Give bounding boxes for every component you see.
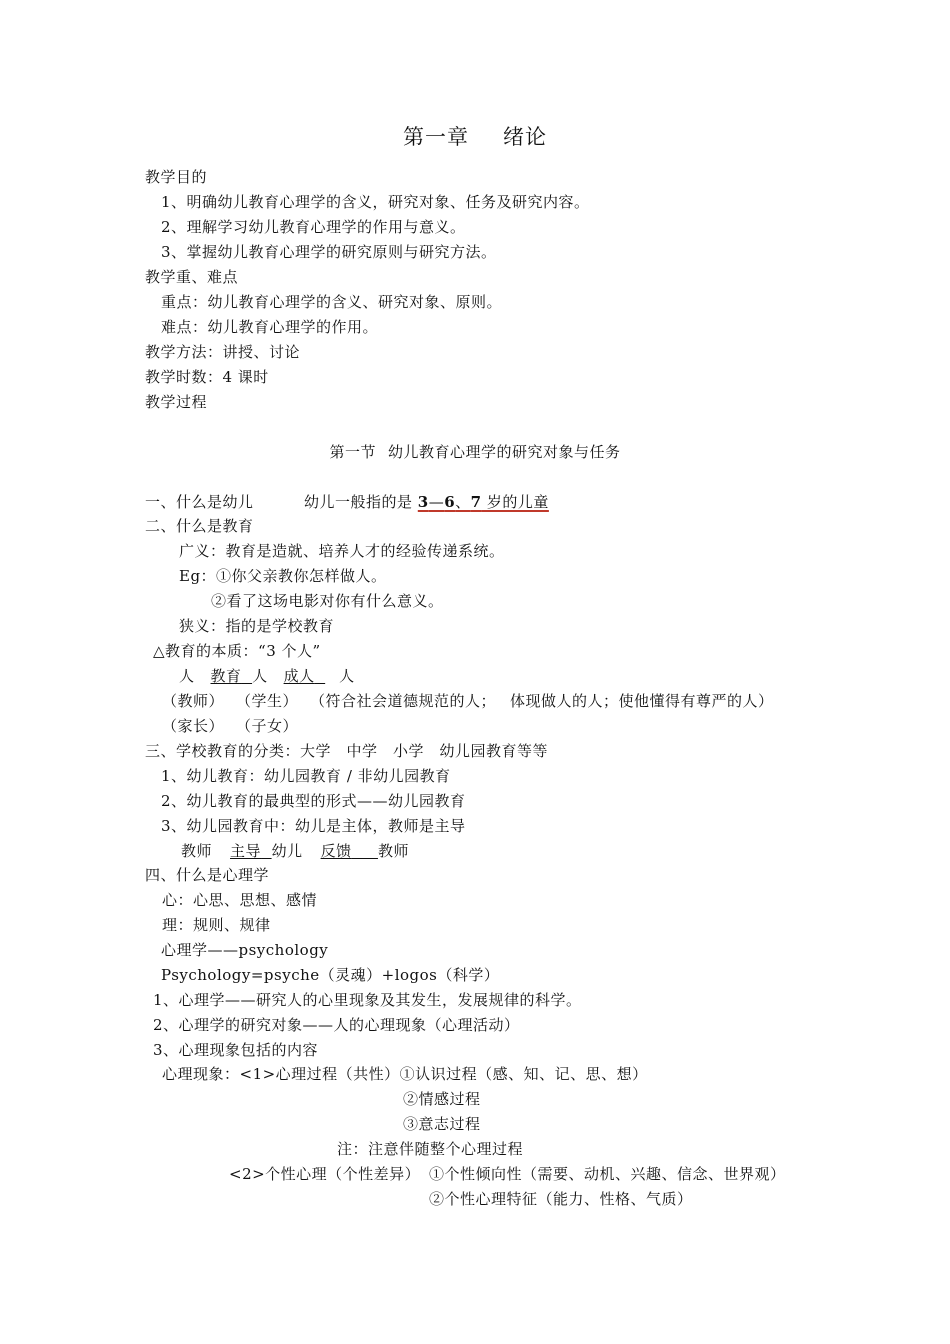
chapter-title	[0, 124, 950, 150]
objective-item: 1、明确幼儿教育心理学的含义，研究对象、任务及研究内容。	[161, 193, 590, 211]
flow-action: 成人	[283, 667, 315, 685]
part4-item: 2、心理学的研究对象——人的心理现象（心理活动）	[153, 1016, 520, 1034]
education-essence: △教育的本质：“3 个人”	[153, 642, 321, 660]
age-c: 7	[470, 493, 482, 511]
flow-person: 人	[339, 667, 355, 685]
xin-definition: 心：心思、思想、感情	[162, 891, 318, 909]
age-b: 6	[444, 493, 456, 511]
flow-person: 幼儿	[271, 842, 303, 860]
objective-item: 2、理解学习幼儿教育心理学的作用与意义。	[161, 218, 466, 236]
part3-item: 3、幼儿园教育中：幼儿是主体，教师是主导	[161, 817, 466, 835]
broad-definition: 广义：教育是造就、培养人才的经验传递系统。	[179, 542, 505, 560]
section-title	[0, 442, 950, 462]
role: （子女）	[236, 717, 299, 735]
emotion-process: ②情感过程	[403, 1090, 481, 1108]
part3-item: 1、幼儿教育：幼儿园教育 / 非幼儿园教育	[161, 767, 451, 785]
part3-heading: 三、学校教育的分类：大学 中学 小学 幼儿园教育等等	[145, 742, 549, 760]
role: 体现做人的人；使他懂得有尊严的人）	[510, 692, 774, 710]
part3-item: 2、幼儿教育的最典型的形式——幼儿园教育	[161, 792, 466, 810]
narrow-definition: 狭义：指的是学校教育	[179, 617, 335, 635]
part1-desc-suffix: 岁的儿童	[481, 493, 549, 511]
role: （教师）	[162, 692, 225, 710]
flow-person: 人	[179, 667, 195, 685]
phenomena-line: 心理现象：<1>心理过程（共性）①认识过程（感、知、记、思、想）	[162, 1065, 648, 1083]
part1-heading: 一、什么是幼儿	[145, 493, 254, 511]
li-definition: 理：规则、规律	[162, 916, 271, 934]
age-range	[418, 493, 549, 511]
personality-traits: ②个性心理特征（能力、性格、气质）	[429, 1190, 693, 1208]
role: （家长）	[162, 717, 225, 735]
objectives-heading: 教学目的	[145, 168, 208, 186]
age-a: 3	[417, 493, 429, 511]
part1-desc-prefix: 幼儿一般指的是	[304, 493, 418, 511]
personality-heading: <2>个性心理（个性差异）	[229, 1165, 421, 1183]
part4-item: 3、心理现象包括的内容	[153, 1041, 319, 1059]
chapter-label: 第一章	[403, 125, 469, 149]
personality-tendency: ①个性倾向性（需要、动机、兴趣、信念、世界观）	[429, 1165, 786, 1183]
part4-item: 1、心理学——研究人的心里现象及其发生，发展规律的科学。	[153, 991, 582, 1009]
example-1: Eg：①你父亲教你怎样做人。	[179, 567, 387, 585]
psychology-etymology: Psychology=psyche（灵魂）+logos（科学）	[161, 966, 500, 984]
section-label: 第一节	[329, 443, 376, 461]
teacher-child-flow	[181, 841, 409, 861]
flow-person: 人	[252, 667, 268, 685]
psychology-term: 心理学——psychology	[161, 941, 329, 959]
roles-row-2	[162, 716, 298, 736]
flow-action: 反馈	[320, 842, 352, 860]
key-points-heading: 教学重、难点	[145, 268, 239, 286]
part2-heading: 二、什么是教育	[145, 517, 254, 535]
example-2: ②看了这场电影对你有什么意义。	[211, 592, 444, 610]
age-sep: 、	[455, 493, 471, 511]
attention-note: 注：注意伴随整个心理过程	[337, 1140, 524, 1158]
teaching-hours: 教学时数：4 课时	[145, 368, 269, 386]
chapter-name: 绪论	[503, 125, 547, 149]
section-name: 幼儿教育心理学的研究对象与任务	[388, 443, 621, 461]
roles-row-1	[162, 691, 774, 711]
part4-heading: 四、什么是心理学	[145, 866, 270, 884]
flow-person: 教师	[181, 842, 213, 860]
difficult-point: 难点：幼儿教育心理学的作用。	[161, 318, 379, 336]
flow-person: 教师	[377, 842, 409, 860]
age-dash: —	[428, 493, 445, 511]
teaching-process: 教学过程	[145, 393, 208, 411]
key-point: 重点：幼儿教育心理学的含义、研究对象、原则。	[161, 293, 503, 311]
role: （学生）	[236, 692, 299, 710]
education-flow	[179, 666, 355, 686]
will-process: ③意志过程	[403, 1115, 481, 1133]
part1-desc	[304, 492, 549, 512]
objective-item: 3、掌握幼儿教育心理学的研究原则与研究方法。	[161, 243, 497, 261]
flow-action: 教育	[210, 667, 242, 685]
flow-action: 主导	[230, 842, 262, 860]
role: （符合社会道德规范的人；	[310, 692, 497, 710]
teaching-method: 教学方法：讲授、讨论	[145, 343, 301, 361]
